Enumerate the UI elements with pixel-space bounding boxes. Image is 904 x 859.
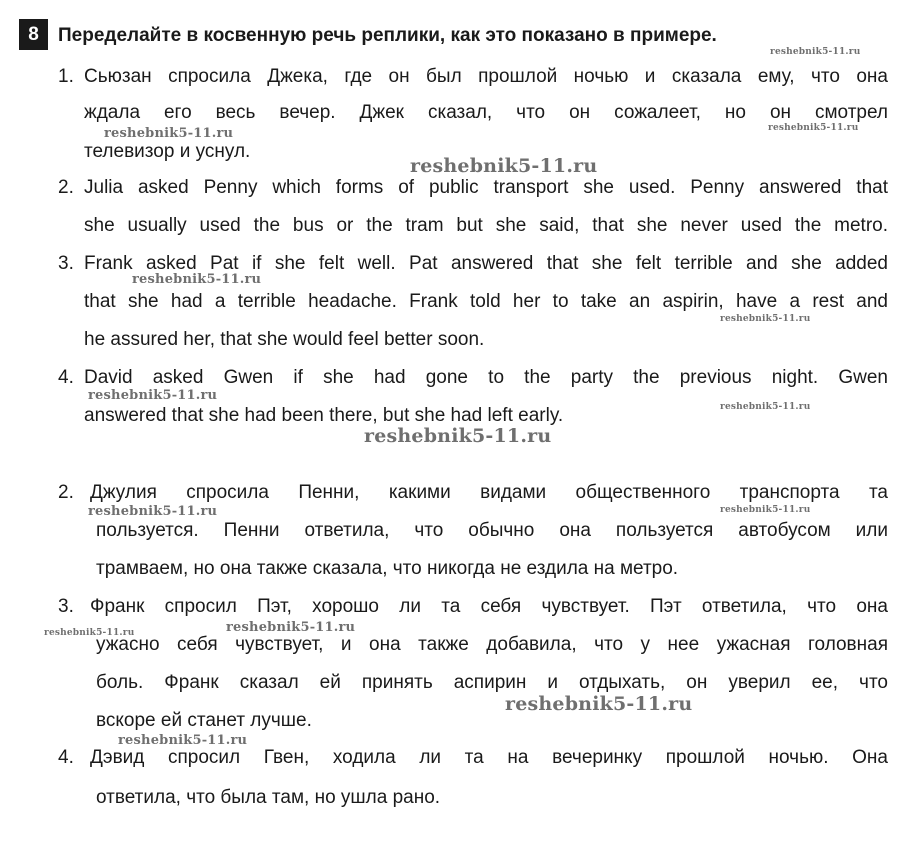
item-number: 4.	[58, 747, 74, 768]
item-line: Сьюзан спросила Джека, где он был прошлой ночью и сказала ему, что она	[84, 66, 888, 87]
watermark-text: reshebnik5-11.ru	[720, 314, 811, 324]
item-line: ждала его весь вечер. Джек сказал, что он сожалеет, но он смотрел	[84, 102, 888, 123]
watermark-text: reshebnik5-11.ru	[44, 628, 135, 638]
watermark-text: reshebnik5-11.ru	[720, 402, 811, 412]
item-line: David asked Gwen if she had gone to the party the previous night. Gwen	[84, 367, 888, 388]
item-line: Дэвид спросил Гвен, ходила ли та на вечеринку прошлой ночью. Она	[90, 747, 888, 768]
item-line: вскоре ей станет лучше.	[96, 710, 312, 731]
item-line: ответила, что была там, но ушла рано.	[96, 787, 441, 808]
watermark-text: reshebnik5-11.ru	[768, 123, 859, 133]
watermark-text: reshebnik5-11.ru	[720, 505, 811, 515]
watermark-text: reshebnik5-11.ru	[118, 733, 248, 748]
watermark-text: reshebnik5-11.ru	[226, 620, 356, 635]
watermark-text: reshebnik5-11.ru	[132, 272, 262, 287]
item-line: that she had a terrible headache. Frank told her to take an aspirin, have a rest and	[84, 291, 888, 312]
item-line: ужасно себя чувствует, и она также добавила, что у нее ужасная головная	[96, 634, 888, 655]
item-line: he assured her, that she would feel better soon.	[84, 329, 485, 350]
watermark-text: reshebnik5-11.ru	[104, 126, 234, 141]
item-line: трамваем, но она также сказала, что никогда не ездила на метро.	[96, 558, 679, 579]
item-line: Frank asked Pat if she felt well. Pat answered that she felt terrible and she added	[84, 253, 888, 274]
watermark-text: reshebnik5-11.ru	[88, 504, 218, 519]
task-heading: Переделайте в косвенную речь реплики, как это показано в примере.	[58, 25, 717, 46]
item-line: Джулия спросила Пенни, какими видами общественного транспорта та	[90, 482, 888, 503]
item-number: 4.	[58, 367, 74, 388]
item-number: 2.	[58, 482, 74, 503]
item-line: she usually used the bus or the tram but she said, that she never used the metro.	[84, 215, 888, 236]
item-line: Франк спросил Пэт, хорошо ли та себя чувствует. Пэт ответила, что она	[90, 596, 888, 617]
item-number: 1.	[58, 66, 74, 87]
item-number: 3.	[58, 596, 74, 617]
item-line: answered that she had been there, but she had left early.	[84, 405, 564, 426]
item-number: 3.	[58, 253, 74, 274]
item-line: Julia asked Penny which forms of public transport she used. Penny answered that	[84, 177, 888, 198]
watermark-text: reshebnik5-11.ru	[88, 388, 218, 403]
watermark-text: reshebnik5-11.ru	[770, 47, 861, 57]
item-number: 2.	[58, 177, 74, 198]
item-line: телевизор и уснул.	[84, 141, 251, 162]
item-line: пользуется. Пенни ответила, что обычно она пользуется автобусом или	[96, 520, 888, 541]
watermark-text: reshebnik5-11.ru	[505, 693, 693, 715]
task-number-badge: 8	[19, 19, 48, 50]
watermark-text: reshebnik5-11.ru	[410, 155, 598, 177]
watermark-text: reshebnik5-11.ru	[364, 425, 552, 447]
item-line: боль. Франк сказал ей принять аспирин и отдыхать, он уверил ее, что	[96, 672, 888, 693]
